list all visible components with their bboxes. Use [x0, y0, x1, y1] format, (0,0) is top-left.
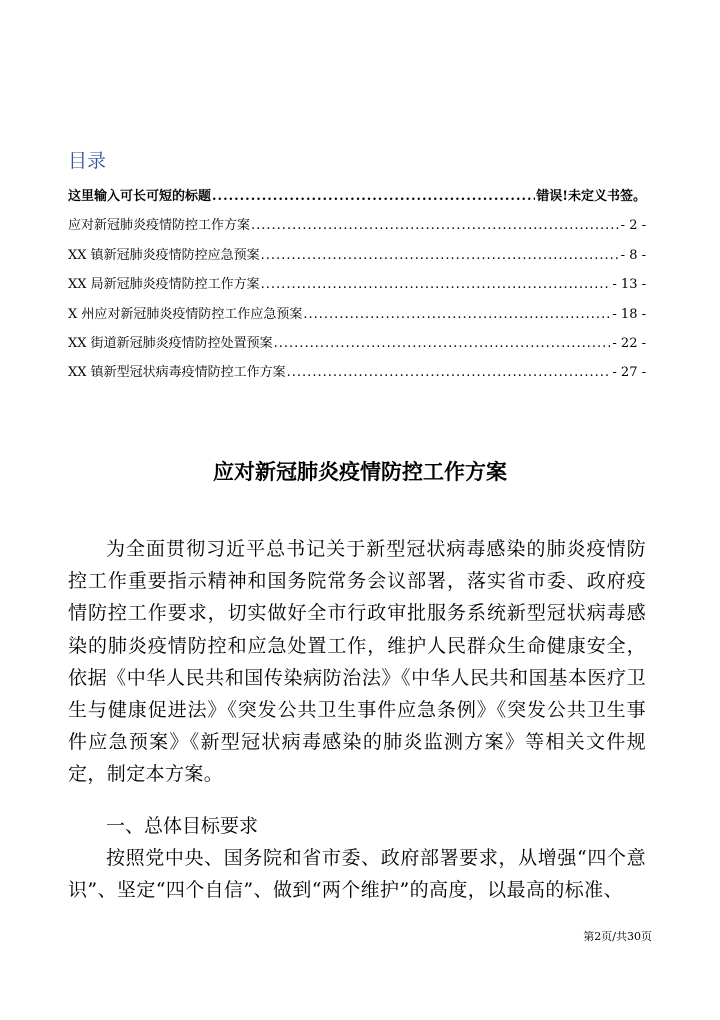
- body-paragraph: 为全面贯彻习近平总书记关于新型冠状病毒感染的肺炎疫情防控工作重要指示精神和国务院常务会议部署，落实省市委、政府疫情防控工作要求，切实做好全市行政审批服务系统新型冠状病毒感染的肺炎疫情防控和应急处置工作，维护人民群众生命健康安全，依据《中华人民共和国传染病防治法》《中华人民共和国基本医疗卫生与健康促进法》《突发公共卫生事件应急条例》《突发公共卫生事件应急预案》《新型冠状病毒感染的肺炎监测方案》等相关文件规定，制定本方案。: [68, 538, 646, 786]
- toc-leader-dots: [261, 241, 620, 270]
- toc-entry[interactable]: [68, 329, 646, 358]
- toc-entry-title: XX 镇新冠肺炎疫情防控应急预案: [68, 247, 260, 263]
- toc-entry-page: - 22 -: [612, 335, 646, 351]
- toc-leader-dots: [251, 211, 620, 240]
- toc-leader-dots: [287, 358, 612, 387]
- toc-entry-title: XX 镇新型冠状病毒疫情防控工作方案: [68, 365, 286, 381]
- toc-entry-page: - 27 -: [612, 365, 646, 381]
- toc-entry[interactable]: [68, 211, 646, 240]
- toc-entry-title: XX 局新冠肺炎疫情防控工作方案: [68, 277, 260, 293]
- toc-leader-dots: [261, 270, 612, 299]
- toc-entry-title: 这里输入可长可短的标题: [68, 189, 212, 204]
- toc-entry-title: X 州应对新冠肺炎疫情防控工作应急预案: [68, 306, 303, 322]
- document-title: 应对新冠肺炎疫情防控工作方案: [213, 459, 507, 484]
- toc-entry-page: 错误!未定义书签。: [536, 189, 646, 204]
- toc-entry-page: - 2 -: [620, 218, 646, 234]
- toc-entry-page: - 8 -: [620, 247, 646, 263]
- toc-entry-page: - 13 -: [612, 277, 646, 293]
- toc-entry-page: - 18 -: [612, 306, 646, 322]
- section-heading: 一、总体目标要求: [106, 815, 259, 837]
- toc-leader-dots: [274, 329, 612, 358]
- toc-entry[interactable]: [68, 241, 646, 270]
- toc-entry[interactable]: [68, 182, 646, 211]
- page-number-footer: 第2页/共30页: [583, 930, 652, 943]
- toc-entry-title: XX 街道新冠肺炎疫情防控处置预案: [68, 335, 273, 351]
- toc-heading: 目录: [68, 150, 107, 172]
- toc-entry-title: 应对新冠肺炎疫情防控工作方案: [68, 218, 251, 234]
- body-paragraph: 按照党中央、国务院和省市委、政府部署要求，从增强“四个意识”、坚定“四个自信”、做到“两个维护”的高度，以最高的标准、: [68, 847, 646, 902]
- toc-entry[interactable]: [68, 358, 646, 387]
- toc-leader-dots: [212, 182, 535, 211]
- toc-leader-dots: [303, 300, 611, 329]
- toc-entry[interactable]: [68, 300, 646, 329]
- table-of-contents: [68, 182, 646, 388]
- toc-entry[interactable]: [68, 270, 646, 299]
